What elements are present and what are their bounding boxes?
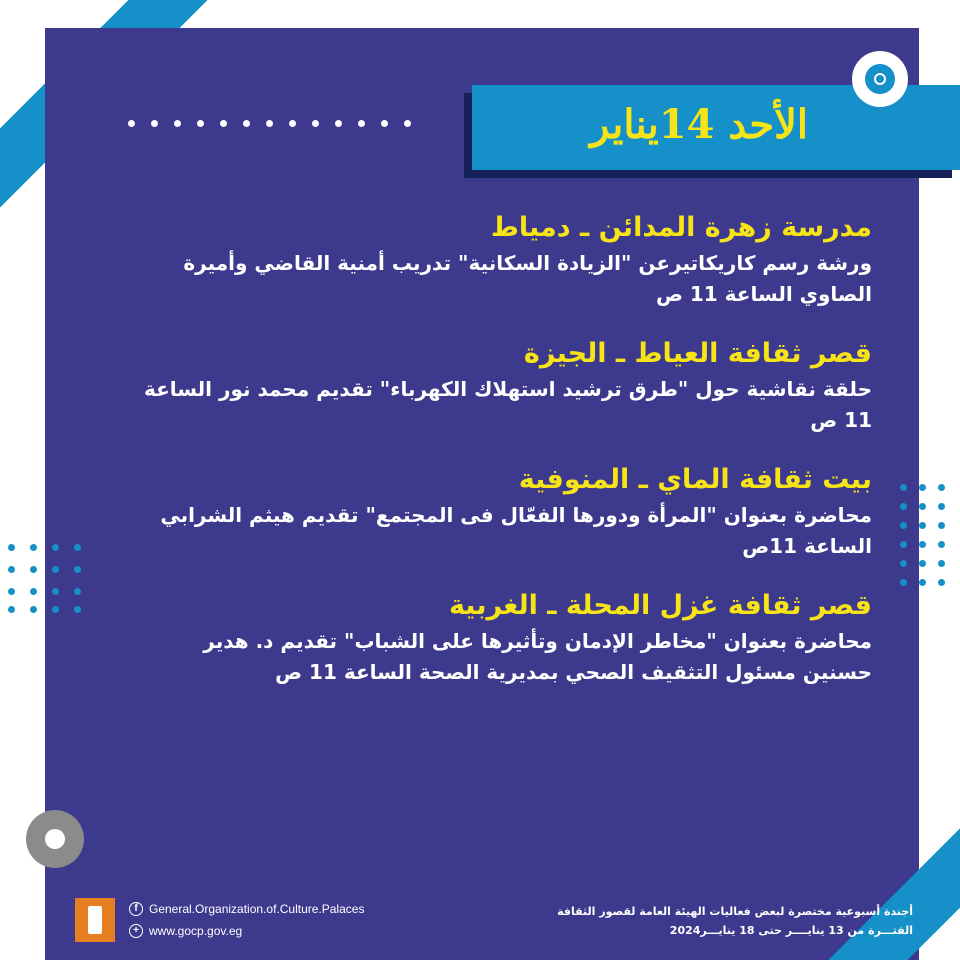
event-venue: قصر ثقافة العياط ـ الجيزة bbox=[523, 338, 872, 369]
globe-icon: + bbox=[129, 924, 143, 938]
facebook-handle: General.Organization.of.Culture.Palaces bbox=[149, 902, 365, 916]
website-url: www.gocp.gov.eg bbox=[149, 924, 243, 938]
logo-icon bbox=[75, 898, 115, 942]
event-description: ورشة رسم كاريكاتيرعن "الزيادة السكانية" تدريب أمنية القاضي وأميرة الصاوي الساعة 11 ص bbox=[183, 251, 872, 306]
event-item bbox=[132, 334, 872, 436]
event-item bbox=[132, 460, 872, 562]
agenda-period: الفتـــرة من 13 ينايــــر حتى 18 ينايـــر2024 bbox=[669, 924, 913, 937]
event-venue: قصر ثقافة غزل المحلة ـ الغربية bbox=[448, 590, 872, 621]
events-list bbox=[132, 208, 872, 712]
footer bbox=[45, 890, 919, 960]
date-title: الأحد 14يناير bbox=[590, 101, 808, 148]
agenda-caption bbox=[557, 902, 913, 940]
event-venue: مدرسة زهرة المدائن ـ دمياط bbox=[490, 212, 872, 243]
event-item bbox=[132, 208, 872, 310]
event-description: محاضرة بعنوان "المرأة ودورها الفعّال فى المجتمع" تقديم هيثم الشرابي الساعة 11ص bbox=[160, 503, 872, 558]
event-venue: بيت ثقافة الماي ـ المنوفية bbox=[518, 464, 872, 495]
facebook-icon: f bbox=[129, 902, 143, 916]
event-description: حلقة نقاشية حول "طرق ترشيد استهلاك الكهرباء" تقديم محمد نور الساعة 11 ص bbox=[143, 377, 872, 432]
facebook-link[interactable] bbox=[129, 902, 364, 916]
agenda-line: أجندة أسبوعية مختصرة لبعض فعاليات الهيئة العامة لقصور الثقافة bbox=[557, 905, 913, 918]
event-item bbox=[132, 586, 872, 688]
ring-icon bbox=[852, 51, 908, 107]
website-link[interactable] bbox=[129, 924, 242, 938]
ring-icon bbox=[26, 810, 84, 868]
event-description: محاضرة بعنوان "مخاطر الإدمان وتأثيرها على الشباب" تقديم د. هدير حسنين مسئول التثقيف الصحي بمديرية الصحة الساعة 11 ص bbox=[203, 629, 872, 684]
